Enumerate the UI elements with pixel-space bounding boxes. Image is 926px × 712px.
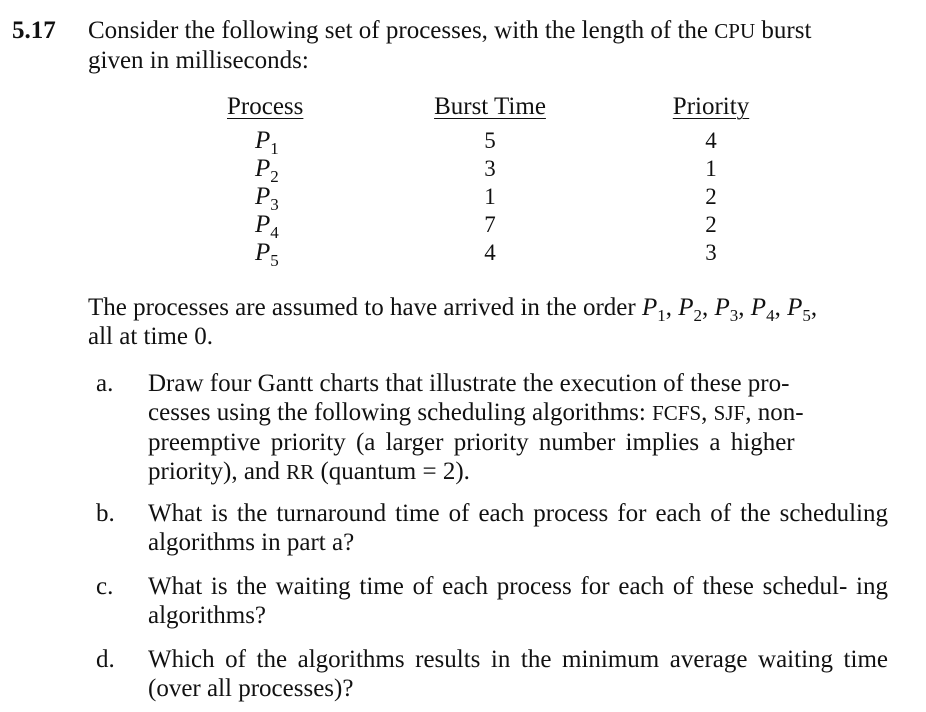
part-label: c. [96,573,114,600]
part-label: b. [96,500,115,527]
burst-cell: 3 [484,156,496,181]
burst-cell: 7 [484,212,496,237]
arrival-text-a: The processes are assumed to have arrived in the order [88,294,642,321]
burst-cell: 1 [484,184,496,209]
part-d [96,645,888,703]
process-cell: $P_4$ [255,211,279,242]
priority-cell: 1 [705,156,717,181]
problem-number: 5.17 [12,17,56,44]
process-cell: $P_1$ [255,127,279,158]
part-label: d. [96,646,115,673]
burst-cell: 5 [484,128,496,153]
priority-header: Priority [672,93,750,120]
problem-intro [88,16,908,75]
process-cell: $P_5$ [255,239,279,270]
process-header: Process [227,93,304,120]
arrival-process: $P_1$ [641,294,666,325]
arrival-process: $P_4$ [750,294,775,325]
arrival-order: $P_1$, $P_2$, $P_3$, $P_4$, $P_5$, [641,294,818,325]
process-cell: $P_2$ [255,155,279,186]
burst-cell: 4 [484,240,496,265]
part-text: What is the waiting time of each process for each of these schedul- ing algorithms? [148,573,888,629]
part-text: Which of the algorithms results in the minimum average waiting time (over all processes)? [148,646,888,702]
priority-cell: 2 [705,212,717,237]
intro-text-a: Consider the following set of processes, with the length of the [88,17,715,44]
intro-cpu-acronym: CPU [714,19,756,43]
priority-column [666,92,756,267]
arrival-process: $P_5$ [787,294,811,325]
arrival-text-b: all at time 0. [88,323,213,350]
intro-text-line2: given in milliseconds: [88,47,309,74]
arrival-process: $P_3$ [714,294,739,325]
part-text: What is the turnaround time of each process for each of the scheduling algorithms in part a? [148,500,888,556]
part-c [96,572,888,630]
arrival-paragraph [88,293,908,351]
part-text: Draw four Gantt charts that illustrate the execution of these pro- cesses using the following scheduling algorithms: FCFS, SJF, non- preemptive priority (a larger priority number implies a higher priority), and RR (quantum = 2). [148,370,804,485]
priority-cell: 3 [705,240,717,265]
priority-cell: 4 [705,128,717,153]
arrival-process: $P_2$ [678,294,703,325]
priority-cell: 2 [705,184,717,209]
part-label: a. [96,370,114,397]
intro-text-b: burst [755,17,812,44]
part-a [96,369,888,487]
part-b [96,499,888,557]
burst-header: Burst Time [434,93,546,120]
process-column [227,92,304,270]
burst-column [428,92,552,267]
process-cell: $P_3$ [255,183,279,214]
